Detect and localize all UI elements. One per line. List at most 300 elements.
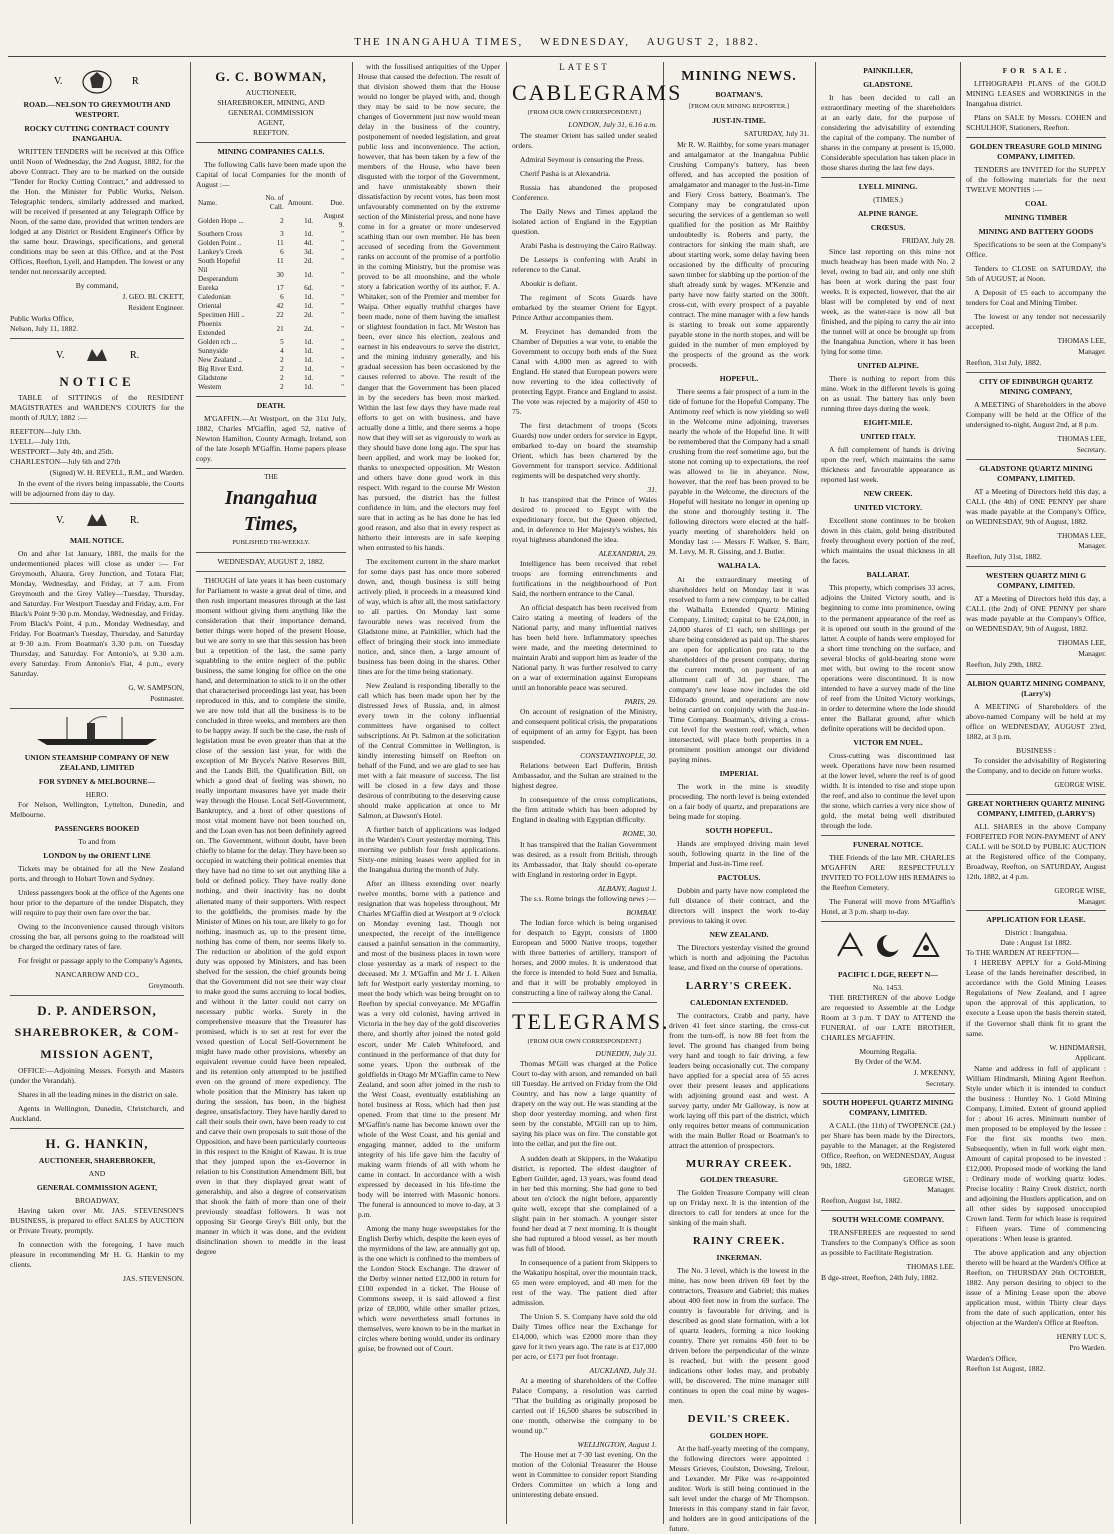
cable-item: On account of resignation of the Ministry, and consequent political crisis, the preparations of equipment of an army for Egypt, has been suspended.: [512, 707, 657, 747]
union-p2: Unless passengers book at the office of the Agents one hour prior to the departure of the tender Dispatch, they will require to pay their own fare over the bar.: [10, 887, 184, 917]
divider: [10, 503, 184, 504]
calls-cell: Eureka: [198, 284, 219, 293]
column-divider: [663, 62, 664, 1524]
calls-row: [196, 266, 346, 284]
calls-cell: 4d.: [304, 239, 314, 248]
united-alpine-title: UNITED ALPINE.: [857, 361, 919, 371]
calls-cell: 22: [276, 311, 284, 320]
great-northern-signature-title: Manager.: [1078, 896, 1106, 906]
new-zealand-title: NEW ZEALAND.: [709, 930, 769, 940]
notice-line: WESTPORT—July 4th, and 25th.: [10, 447, 114, 457]
edinburgh-body: A MEETING of Shareholders in the above Company will be held at the Office of the undersigned to-night, August 2nd, at 8 p.m.: [966, 399, 1106, 429]
calls-cell: Gladstone: [198, 374, 228, 383]
divider: [10, 708, 184, 709]
albion-body: A MEETING of Shareholders of the above-named Company will be held at my office on WEDNESDAY, AUGUST 23rd, 1882, at 3 p.m.: [966, 701, 1106, 741]
calls-cell: Caledonian: [198, 293, 231, 302]
imperial-body: The work in the mine is steadily proceeding. The north level is being extended on a fair body of quartz, and preparations are being made for stoping.: [669, 781, 809, 821]
masthead-rule: [8, 56, 1106, 57]
material-timber: MINING TIMBER: [1004, 213, 1068, 223]
cable-item: The regiment of Scots Guards have embarked by the steamer Orient for Egypt. Prince Arthur accompanies them.: [512, 292, 657, 322]
tele-sub: (FROM OUR OWN CORRESPONDENT.): [527, 1037, 642, 1045]
lodge-regalia: Mourning Regalia.: [859, 1047, 917, 1057]
croesus-title: CRŒSUS.: [870, 223, 906, 233]
calls-cell: 1d.: [304, 338, 314, 347]
svg-text:V.: V.: [56, 514, 65, 526]
calls-title: MINING COMPANIES CALLS.: [217, 147, 325, 157]
calls-cell: 11: [276, 239, 284, 248]
calls-header: Name.: [198, 198, 217, 207]
calls-cell: ": [341, 311, 344, 320]
column-divider: [352, 62, 353, 1524]
calls-cell: 11: [276, 257, 284, 266]
calls-cell: 2d.: [304, 324, 314, 333]
calls-cell: ": [341, 230, 344, 239]
south-welcome-title: SOUTH WELCOME COMPANY.: [832, 1215, 944, 1225]
dateline: AUCKLAND, July 31.: [589, 1365, 657, 1375]
calls-cell: South Hopeful: [198, 257, 241, 266]
south-hopeful-co-body: A CALL (the 11th) of TWOPENCE (2d.) per Share has been made by the Directors, payable to the Manager, at the Registered Office, Reefton, on WEDNESDAY, August 9th, 1882.: [821, 1120, 955, 1170]
cable-item: Cherif Pasha is at Alexandria.: [520, 168, 611, 178]
paper-sub: PUBLISHED TRI-WEEKLY.: [232, 539, 310, 547]
golden-treasure-co-date: Reefton, 31st July, 1882.: [966, 357, 1042, 367]
paper-name: Inangahua Times,: [224, 486, 318, 536]
ballarat-title: BALLARAT.: [866, 570, 910, 580]
notice-line: LYELL—July 11th.: [10, 437, 71, 447]
calls-cell: 6d.: [304, 284, 314, 293]
calls-row: [196, 383, 346, 392]
calls-cell: 6: [280, 293, 284, 302]
calls-cell: 6: [280, 248, 284, 257]
croesus-body: Since last reporting on this mine not much headway has been made with No. 2 level, owing to bad air, and only one shift has been at work during the past four weeks. It is expected, however, that the air blast will be completed by end of next week, as the water-race is now all but finished, and the piping to carry the air into the tunnel will at once be brought up from the Inangahua Junction, where it has been lying for some time.: [821, 246, 955, 357]
column-1: [10, 62, 184, 1524]
calls-cell: ": [341, 248, 344, 257]
calls-cell: 2: [280, 365, 284, 374]
hankin-p1: Having taken over Mr. JAS. STEVENSON'S BUSINESS, is prepared to effect SALES by AUCTION or Private Treaty, promptly.: [10, 1205, 184, 1235]
albion-signature: GEORGE WISE.: [1054, 779, 1106, 789]
great-northern-title: GREAT NORTHERN QUARTZ MINING COMPANY, LIMITED, (LARRY'S): [967, 798, 1105, 818]
calls-cell: Nil Desperandum: [198, 266, 238, 284]
calls-cell: ": [341, 347, 344, 356]
calls-row: [196, 230, 346, 239]
western-title: WESTERN QUARTZ MINI G COMPANY, LIMITED.: [985, 571, 1087, 591]
edinburgh-signature-title: Secretary.: [1076, 444, 1106, 454]
cable-item: Arabi Pasha is destroying the Cairo Railway.: [520, 240, 657, 250]
union-p1: Tickets may be obtained for all the New Zealand ports, and through to Hobart Town and Sydney.: [10, 863, 184, 883]
union-p4: For freight or passage apply to the Company's Agents,: [18, 955, 183, 965]
calls-header: No. of Call.: [265, 194, 284, 212]
dateline: DUNEDIN, July 31.: [595, 1049, 657, 1059]
calls-cell: 4: [280, 347, 284, 356]
cable-item: The s.s. Rome brings the following news :—: [520, 893, 657, 903]
calls-row: [196, 302, 346, 311]
calls-header: Amount.: [287, 198, 314, 207]
calls-cell: New Zealand ..: [198, 356, 242, 365]
south-hopeful-co-date: Reefton, August 1st, 1882.: [821, 1196, 902, 1206]
calls-cell: ": [341, 365, 344, 374]
road-by: By command,: [75, 281, 119, 291]
calls-cell: Big River Extd.: [198, 365, 244, 374]
united-victory-body: Excellent stone continues to be broken down in this claim, gold being distributed freely throughout every portion of the reef, which maintains the usual thickness in all the faces.: [821, 516, 955, 566]
column-2: [196, 62, 346, 1524]
divider: [966, 674, 1106, 675]
golden-treasure-co-close: Tenders to CLOSE on SATURDAY, the 5th of AUGUST, at Noon.: [966, 264, 1106, 284]
calls-row: [196, 212, 346, 230]
calls-cell: ": [341, 257, 344, 266]
lease-details: Name and address in full of applicant : William Hindmarsh, Mining Agent Reefton. Style under which it is intended to conduct the business : Huntley No. 1 Gold Mining Company, Limited. Extent of ground applied for : about 16 acres. Minimum number of men proposed to be employed by the lessee : For the first six months two men. Subsequently, when in full work eight men. Amount of capital proposed to be invested : £12,000. Proposed mode of working the land : Ordinary mode of working quartz lodes. Precise locality : Rainy Creek district, north and adjoining the Hustlers application, and on all other sides by supposed unoccupied Crown land. Term for which lease is required : Fifteen years. Time of commencing operations : When lease is granted.: [966, 1064, 1106, 1244]
anderson-shares: Shares in all the leading mines in the district on sale.: [18, 1089, 179, 1099]
golden-hope-title: GOLDEN HOPE.: [709, 1430, 769, 1440]
golden-hope-body: At the half-yearly meeting of the company, the following directors were appointed : Messrs Grieves, Coulston, Dowsing, Trelour, and Lexander. Mr Pike was re-appointed auditor. Work is still being continued in the salt level under the charge of Mr Thompson. Interests in this company stand in fair favor, and holders are in good anticipations of the future.: [669, 1443, 809, 1533]
svg-text:R.: R.: [130, 514, 140, 526]
calls-cell: 1d.: [304, 383, 314, 392]
divider: [821, 1093, 955, 1094]
column-4: [512, 62, 683, 1524]
anderson-office: OFFICE:—Adjoining Messrs. Forsyth and Masters (under the Verandah).: [10, 1065, 184, 1085]
crown-emblem-icon: [52, 343, 142, 367]
united-italy-body: A full complement of hands is driving upon the reef, which maintains the same thickness and favourable appearance as reported last week.: [821, 445, 955, 485]
golden-treasure-co-spec: Specifications to be seen at the Company's Office.: [966, 240, 1106, 260]
hopeful-title: HOPEFUL.: [719, 374, 759, 384]
anderson-line1: SHAREBROKER, & COM-: [14, 1024, 180, 1039]
cable-item: M. Freycinet has demanded from the Chamber of Deputies a war vote, to enable the Government to occupy both ends of the Suez Canal with 4,000 men as agreed to with England. He stated that European powers were now reverting to the idea collectively of protecting Egypt. France and England to assist. The vote was rejected by a majority of 450 to 75.: [512, 326, 657, 416]
calls-cell: ": [341, 293, 344, 302]
royal-arms-icon: [52, 66, 142, 96]
calls-cell: Phoenix Extended: [198, 320, 226, 338]
dateline: 31.: [647, 484, 657, 494]
lodge-body: THE BRETHREN of the above Lodge are requested to Assemble at the Lodge Room at 3 p.m. T DAY to ATTEND the FUNERAL of our LATE BROTHER, CHARLES M'GAFFIN.: [821, 992, 955, 1043]
notice-line: CHARLESTON—July 6th and 27th: [10, 457, 121, 467]
notice-footer: In the event of the rivers being impassable, the Courts will be adjourned from day to day.: [10, 478, 184, 498]
larrys-creek-title: LARRY'S CREEK.: [685, 980, 793, 993]
cable-item: The steamer Orient has sailed under sealed orders.: [512, 130, 657, 150]
column-divider: [190, 62, 191, 1524]
paper-the: THE: [264, 473, 278, 482]
south-hopeful-co-signature-title: Manager.: [927, 1185, 955, 1195]
calls-cell: ": [341, 324, 344, 333]
divider: [196, 396, 346, 397]
lease-date: Date : August 1st 1882.: [1000, 938, 1072, 948]
calls-header: Due.: [330, 198, 344, 207]
svg-text:V.: V.: [54, 76, 63, 87]
masthead-paper: THE INANGAHUA TIMES,: [354, 36, 524, 48]
svg-text:V.: V.: [56, 349, 65, 361]
column-divider: [815, 62, 816, 1524]
calls-cell: 1d.: [304, 356, 314, 365]
golden-treasure-co-deposit: A Deposit of £5 each to accompany the tenders for Coal and Mining Timber.: [966, 288, 1106, 308]
editorial-continued: with the fossilised antiquities of the Upper House that caused the defection. The result of that division showed them that the House would no longer be played with, and, though they may be said to be now secure, the changes of Government just now would mean delay in the business of the country, postponement of needed legislation, and great public loss and inconvenience. The action, however, that has been taken by a few of the members of the House, who have been disgusted with the torpor of the Government, and have unmistakeably shown their dissatisfaction by recent votes, has been most unfavourably commented on by the extreme section of the Ministerial press, and none have come in for a greater or more undeserved scathing than our own member. He has been accused of seceding from the Government ranks on account of the promise of a portfolio in the coming Ministry, but the promise was proved to be all moonshine, and the whole story a fabrication worthy of its author, F. A. Whitaker, son of the Premier and member for Waipa. Other equally truthful charges have been made, none of them having the smallest or slightest foundation in fact. Mr Weston has been, ever since his election, zealous and earnest in his endeavours to serve the district, and the mining industry generally, and his gradual secession has been occasioned by the causes referred to above. The result of the danger that the Government has been placed in by the seceders has been most marked. Within the last few days they have made real efforts to get on with business, and have actually done a little, and there seems a hope now that they will set as vigorously to work as they should have done long ago. The spur has been applied, and work may be looked for, thanks to unexpected opposition. Mr Weston and others have done good work in this respect. With regard to the course Mr Weston has pursued, the district has the fullest confidence in him, and the electors may feel sure that in acting as he has done he has led good reason, and also that in every respect as hitherto their interests are in safe keeping when entrusted to his hands.: [358, 62, 500, 552]
inkerman-body: The No. 3 level, which is the lowest in the mine, has now been driven 69 feet by the contractors, Treasure and Gabriel; this makes about 400 feet now in from the surface. The country is favourable for driving, and is described as good slate formation, with a lot of quartz leaders, forming a nice looking country. There yet remains 450 feet to be driven before the perpendicular of the winze is reached, but with the present good indications other lodes may, and probably will, be discovered. The mine manager still continues to open the coal mine by wages-men.: [669, 1265, 809, 1406]
masthead-day: WEDNESDAY,: [540, 36, 631, 48]
calls-cell: 17: [276, 284, 284, 293]
divider: [966, 910, 1106, 911]
road-office: Public Works Office,: [10, 313, 74, 323]
cable-item: Admiral Seymour is censuring the Press.: [520, 154, 645, 164]
united-italy-title: UNITED ITALY.: [860, 432, 916, 442]
gladstone-co-body: AT a Meeting of Directors held this day, a CALL (the 4th) of ONE PENNY per share was made payable at the Company's Office, on WEDNESDAY, 9th of August, 1882.: [966, 486, 1106, 526]
calls-row: [196, 311, 346, 320]
south-hopeful-title: SOUTH HOPEFUL.: [705, 825, 773, 835]
painkiller-title: PAINKILLER,: [863, 66, 913, 75]
svg-text:R: R: [132, 76, 139, 87]
calls-cell: 1d.: [304, 365, 314, 374]
divider: [196, 142, 346, 143]
south-hopeful-body: Hands are employed driving main level south, following quartz in the line of the Imperial and Just-in-Time reef.: [669, 838, 809, 868]
union-route: FOR SYDNEY & MELBOURNE—: [38, 776, 156, 786]
column-divider: [506, 62, 507, 1524]
edinburgh-signature: THOMAS LEE,: [1057, 433, 1106, 443]
calls-row: [196, 239, 346, 248]
calls-cell: ": [341, 338, 344, 347]
anderson-name: D. P. ANDERSON,: [37, 1002, 157, 1018]
road-title: ROAD.—NELSON TO GREYMOUTH AND WESTPORT.: [23, 100, 171, 120]
lease-note: The above application and any objection thereto will be heard at the Warden's Office at Reefton, on THURSDAY 26th OCTOBER, 1882. Any person desiring to object to the issue of a Mining Lease upon the above application must, within Thirty clear days from the date of such application, enter his objection at the Warden's Office at Reefton.: [966, 1248, 1106, 1328]
hankin-p2: In connection with the foregoing, I have much pleasure in recommending Mr H. G. Hankin to my clients.: [10, 1239, 184, 1269]
mail-signature: G. W. SAMPSON,: [128, 683, 184, 693]
notice-title: NOTICE: [59, 373, 135, 389]
walhalla-title: WALHA LA.: [717, 561, 761, 571]
cable-item: In consequence of the cross complications, the firm attitude which has been adopted by England in dealing with Egyptian difficulty.: [512, 795, 657, 825]
crown-emblem-icon: [52, 508, 142, 532]
road-body: WRITTEN TENDERS will be received at this Office until Noon of Wednesday, the 2nd August, 1882, for the above Contract. They are to be marked on the outside "Tender for Rocky Cutting Contract," and addressed to the Hon. the Minister for Public Works, Nelson. Telegraphic tenders, similarly addressed and marked, will be received if presented at any Telegraph Office by Noon, of the same date, provided that written tenders are lodged at any District or Resident Engineer's Office by the same hour. Drawings, specifications, and general conditions may be seen at this Office, and at the Post Offices, Reefton, Lyell, and Hampden. The lowest or any tender not necessarily accepted.: [10, 147, 184, 277]
cable-title: CABLEGRAMS: [512, 79, 683, 105]
union-ship-name: HERO.: [85, 789, 109, 799]
hankin-and: AND: [88, 1168, 106, 1178]
bowman-name: G. C. BOWMAN,: [215, 69, 327, 84]
inkerman-title: INKERMAN.: [716, 1252, 762, 1262]
tele-title: TELEGRAMS.: [512, 1008, 670, 1034]
calls-cell: ": [341, 270, 344, 279]
lodge-secretary: J. M'KENNY,: [913, 1068, 955, 1078]
lease-office-date: Reefton 1st August, 1882.: [966, 1364, 1046, 1374]
south-welcome-signature: THOMAS LEE.: [906, 1262, 955, 1272]
calls-cell: 1d.: [304, 374, 314, 383]
cable-item: De Lesseps is conferring with Arabi in reference to the Canal.: [512, 254, 657, 274]
calls-row: [196, 293, 346, 302]
golden-treasure-title: GOLDEN TREASURE.: [700, 1175, 778, 1185]
great-northern-body: ALL SHARES in the above Company FORFEITED FOR NON-PAYMENT of ANY CALL will be SOLD by PUBLIC AUCTION at the Registered office of the Company, Broadway, Reefton, on SATURDAY, August 12th, 1882, at 4 p.m.: [966, 821, 1106, 881]
news-paragraph: New Zealand is responding liberally to the call which has been made upon her by the distressed Jews of Russia, and, in almost every town in the colony influential committees have organised to collect subscriptions. At Pt. Salmon at the solicitation of the Central Committee in Wellington, is kindly interesting himself on Reefton on behalf of the Fund, and we are glad to see has met with a fair measure of success. The list will be closed in a few days and those desirous of contributing to the deserving cause should make application at once to Mr Salmon, at Dawson's Hotel.: [358, 680, 500, 821]
lodge-order: By Order of the W.M.: [854, 1057, 922, 1067]
divider: [966, 794, 1106, 795]
calls-cell: 2: [280, 216, 284, 225]
dateline: PARIS, 29.: [624, 697, 657, 707]
western-signature: THOMAS LEE,: [1057, 638, 1106, 648]
lease-body: I HEREBY APPLY for a Gold-Mining Lease of the lands hereinafter described, in accordance with the Gold Mining Leases Regulations of New Zealand, and I agree upon the approval of this application, to execute a Lease upon the basis therein stated, if the Governor shall think fit to grant the same.: [966, 958, 1106, 1038]
united-alpine-body: There is nothing to report from this mine. Work in the different levels is going on as usual. The battery has only been running three days during the week.: [821, 374, 955, 414]
caledonian-body: The contractors, Crabb and party, have driven 41 feet since starting, the cross-cut from the turn-off, is now 88 feet from the level. The ground has changed from being very hard and tough to fair driving, a few leaders being occasionally cut. The company have applied for a special area of 55 acres over their present leases and applications with adjoining ground east and west. A survey party, under Mr Galloway, is now at work laying off this part of the district, which only requires better means of communication with the main Buller Road or Boatman's to attract the attention of prospectors.: [669, 1010, 809, 1150]
lodge-number: No. 1453.: [872, 982, 904, 992]
death-body: M'GAFFIN.—At Westport, on the 31st July, 1882, Charles M'Gaffin, aged 52, native of Newton Hamilton, County Armagh, Ireland, son of the late Joseph M'Gaffin. Home papers please copy.: [196, 414, 346, 464]
calls-cell: 21: [276, 324, 284, 333]
calls-cell: ": [341, 356, 344, 365]
gladstone-co-signature: THOMAS LEE,: [1057, 530, 1106, 540]
lease-signature: W. HINDMARSH,: [1049, 1042, 1106, 1052]
calls-cell: ": [341, 284, 344, 293]
ballarat-body: This property, which comprises 33 acres, adjoins the United Victory south, and is beginning to come into prominence, owing to the permanent appearance of the reef as it is opened out south in the ground of the latter. A couple of hands were employed for a short time trenching on the surface, and several blocks of gold-bearing stone were met with, but owing to the recent snow operations were discontinued. It is now intended to have a survey made of the line of reef from the United Victory workings, in order to determine where the lode should enter the Ballarat ground, after which definite operations will be decided upon.: [821, 583, 955, 733]
calls-cell: 42: [276, 302, 284, 311]
column-7: [966, 62, 1106, 1524]
gladstone-co-title: GLADSTONE QUARTZ MINING COMPANY, LIMITED.: [979, 463, 1093, 483]
cable-item: A sudden death at Skippers, in the Wakatipu district, is reported. The eldest daughter of Egbert Guilder, aged, 13 years, was found dead in her bed this morning. She had gone to bed about ten o'clock the night before, apparently quite well, except that she complained of a slight pain in her stomach. A younger sister found her dead at 7 next morning. It is thought she had ruptured a blood vessel, as her mouth was full of blood.: [512, 1153, 657, 1253]
calls-cell: 5: [280, 338, 284, 347]
dateline: ALEXANDRIA, 29.: [598, 549, 657, 559]
divider: [966, 459, 1106, 460]
divider: [966, 372, 1106, 373]
new-creek-title: NEW CREEK.: [863, 489, 913, 499]
victor-emmanuel-body: Cross-cutting was discontinued last week. Operations have now been resumed at the lower level, where the reef is of good width. It is intended to rise and stope upon the reef, and also to continue the level upon the stone, which carries a very nice show of gold, the metal being well distributed through the lode.: [821, 750, 955, 830]
albion-business-body: To consider the advisability of Registering the Company, and to decide on future works.: [966, 755, 1106, 775]
alpine-title: ALPINE RANGE.: [858, 209, 918, 219]
calls-row: [196, 347, 346, 356]
cable-item: The first detachment of troops (Scots Guards) now under orders for service in Egypt, embarked to-day on board the steamship Orient, which has been chartered by the Government for transport service. Additional regiments will be despatched very shortly.: [512, 420, 657, 480]
croesus-date: FRIDAY, July 28.: [902, 236, 955, 246]
column-5: [669, 62, 809, 1533]
material-coal: COAL: [1025, 199, 1047, 209]
cable-item: Thomas M'Gill was charged at the Police Court to-day with arson, and remanded on bail till Tuesday. He arrived on Friday from the Old Country, and has now a large quantity of drapery on the way out. He was standing at the shop door yesterday morning, and when first seen by the constable, M'Gill ran up to him, saying his place was on fire. The constable got into the cellar, and put the fire out.: [512, 1059, 657, 1149]
union-booked: PASSENGERS BOOKED: [54, 823, 140, 833]
walhalla-body: At the extraordinary meeting of shareholders held on Monday last it was resolved to form a new company, to be called the Walhalla Extended Quartz Mining Company, Limited; capital to be £24,000, in 24,000 shares of £1 each, ten shillings per share being considered as paid up. The shares are open for application pro rata to the shareholders of the present company, during the current month, on payment of an allotment call of 3d. per share. The company's new lease now includes the old Eldorado ground, and operations are now being carried on conjointly with the Just-in-Time Company. Boatman's, driving a cross-cut level for the western reef, which, when intersected, will place both properties in a prominent position amongst our dividend paying mines.: [669, 574, 809, 764]
pactolus-title: PACTOLUS.: [717, 872, 761, 882]
cable-item: The Indian force which is being organised for despatch to Egypt, consists of 1800 European and 5000 Native troops, together with three batteries of artillery, transport of horses, and 2000 mules. It is understood that the force is intended to hold Suez and Ismalia, and that it will be probably employed in constructing a line of railway along the Canal.: [512, 917, 657, 997]
notice-line: REEFTON—July 13th.: [10, 427, 82, 437]
masthead-date: AUGUST 2, 1882.: [646, 36, 760, 48]
anderson-line2: MISSION AGENT,: [40, 1046, 154, 1061]
cable-item: In consequence of a patient from Skippers to the Wakatipu hospital, over the mountain track, 65 men were employed, and 40 men for the rest of the way. The patient died after admission.: [512, 1257, 657, 1307]
lease-office: Warden's Office,: [966, 1354, 1017, 1363]
lease-title: APPLICATION FOR LEASE.: [986, 915, 1086, 925]
mail-title: MAIL NOTICE.: [69, 535, 124, 545]
union-booked-sub: To and from: [78, 836, 116, 846]
sale-title: FOR SALE.: [1002, 66, 1070, 75]
dateline: ROME, 30.: [622, 829, 657, 839]
pactolus-body: Dobbin and party have now completed the full distance of their contract, and the directors will inspect the work to-day previous to taking it over.: [669, 885, 809, 925]
cable-item: An official despatch has been received from Cairo stating a meeting of leaders of the National party, and many influential natives has been held here. Inflammatory speeches were made, and the meeting determined to maintain Arabi and support him as leader of the National party. It was further resolved to carry on a war of extermination against Europeans until an honorable peace was secured.: [512, 603, 657, 693]
mail-body: On and after 1st January, 1881, the mails for the undermentioned places will close as under :— For Greymouth, Ahaura, Grey Junction, and Totara Flat; Monday, Wednesday, and Friday, at 7 a.m. From Greymouth and the Grey Valley—Tuesday, Thursday, and Saturday. For Westport Tuesday and Friday, a.m. For Black's Point 9·30 p.m. Monday, Wednesday, and Friday. From Black's Point, 4 p.m., Monday Wednesday, and Friday. For Boatman's Tuesday, Thursday, and Saturday at 9·30 a.m. From Boatman's 3.30 p.m. on Tuesday Thursday, and Saturday. For Antonio's, at 9.30 a.m. every Saturday. From Antonio's Flat, 4 p.m., every Saturday.: [10, 548, 184, 679]
victor-emmanuel-title: VICTOR EM NUEL.: [853, 737, 923, 747]
golden-treasure-co-signature: THOMAS LEE,: [1057, 336, 1106, 346]
union-place: Greymouth.: [148, 980, 184, 990]
union-p3: Owing to the inconvenience caused through visitors crossing the bar, all persons going to the roadstead will be charged the ordinary rates of fare.: [10, 921, 184, 951]
mining-title: MINING NEWS.: [681, 69, 797, 84]
cable-head: LATEST: [559, 62, 610, 72]
lease-to: To THE WARDEN AT REEFTON—: [966, 948, 1079, 958]
calls-cell: ": [341, 302, 344, 311]
sale-body-2: Plans on SALE by Messrs. COHEN and SCHULHOF, Stationers, Reefton.: [966, 113, 1106, 133]
edinburgh-title: CITY OF EDINBURGH QUARTZ MINING COMPANY,: [979, 376, 1093, 396]
funeral-body-2: The Funeral will move from M'Gaffin's Hotel, at 3 p.m. sharp to-day.: [821, 896, 955, 916]
calls-cell: Southern Cross: [198, 230, 243, 239]
road-signature: J. GEO. BL CKETT,: [122, 292, 184, 302]
golden-treasure-body: The Golden Treasure Company will clean up on Friday next. It is the intention of the directors to call for tenders at once for the sinking of the main shaft.: [669, 1188, 809, 1228]
south-welcome-date: B dge-street, Reefton, 24th July, 1882.: [821, 1273, 938, 1283]
funeral-title: FUNERAL NOTICE.: [852, 839, 924, 849]
eight-mile-title: EIGHT-MILE.: [863, 418, 913, 428]
calls-row: [196, 257, 346, 266]
lease-warden: HENRY LUC S,: [1056, 1332, 1106, 1342]
calls-cell: ": [341, 383, 344, 392]
masonic-emblem-icon: [828, 926, 948, 966]
calls-cell: Western: [198, 383, 222, 392]
new-zealand-body: The Directors yesterday visited the ground which is north and adjoining the Pactolus lease, and fixed on the course of operations.: [669, 943, 809, 973]
calls-cell: 2d.: [304, 311, 314, 320]
steamship-icon: [27, 713, 167, 749]
divider: [966, 566, 1106, 567]
dateline: BOMBAY.: [626, 907, 657, 917]
gladstone-body: It has been decided to call an extraordinary meeting of the shareholders at an early date, for the purpose of considering the advisability of extending the capital of the company. The number of shares in the company at present is 15,000. Considerable speculation has taken place in those shares during the last few days.: [821, 93, 955, 173]
paper-date: WEDNESDAY, AUGUST 2, 1882.: [217, 556, 325, 566]
calls-cell: Oriental: [198, 302, 222, 311]
calls-cell: Golden rch ...: [198, 338, 238, 347]
calls-cell: 2: [280, 356, 284, 365]
calls-row: [196, 320, 346, 338]
death-title: DEATH.: [256, 401, 286, 411]
union-agents: NANCARROW AND CO.,: [55, 969, 139, 979]
tele-items: [512, 1049, 657, 1500]
western-body: AT a Meeting of Directors held this day, a CALL (the 2nd) of ONE PENNY per share was made payable at the Company's Office, on WEDNESDAY, 9th of August, 1882.: [966, 594, 1106, 634]
notice-signed: (Signed) W. H. REVELL, R.M., and Warden.: [49, 468, 184, 478]
cable-item: It has transpired that the Prince of Wales desired to proceed to Egypt with the expeditionary force, but the Queen objected, and, in deference to Her Majesty's wishes, his royal highness abandoned the idea.: [512, 495, 657, 545]
column-6: [821, 62, 955, 1524]
news-paragraph: After an illness extending over nearly twelve months, borne with a patience and resignation that was hopeless throughout, Mr Charles M'Gaffin died at Westport at 9 o'clock on Monday evening last. Though not unexpected, the receipt of the intelligence caused a painful sensation in the community, and most of the business places in town were close yesterday as a mark of respect to the deceased. Mr J. M'Gaffin and Mr J. I. Aiken left for Westport early yesterday morning, to meet the body which was being brought on to Reefton by special conveyance. Mr M'Gaffin was a very old colonist, having arrived in Victoria in the hey day of the gold discoveries there, and shortly after joined the noted gold escort, under Mr Caleb Whitefoord, and continued in the performance of that duty for some years. Upon the outbreak of the goldfields in Otago Mr M'Gaffin came to New Zealand, and soon after joined in the rush to the West Coast, eventually establishing an hotel business at Ross, which had then just opened. From that time to the present Mr M'Gaffin's name has become known over the whole of the West Coast, and his genial and engaging manner, added to the uniform integrity of his life gave him the faculty of making warm friends of all with whom he came in contact. In accordance with a wish expressed by deceased in his life-time the body will be interred with Masonic honors. The funeral is announced to move to-day, at 3 p.m.: [358, 879, 500, 1219]
calls-row: [196, 248, 346, 257]
road-subtitle: ROCKY CUTTING CONTRACT COUNTY INANGAHUA.: [24, 124, 170, 144]
cable-item: The House met at 7·30 last evening. On the motion of the Colonial Treasurer the House went in Committee to consider report Standing Orders Committee on which a long and uninteresting debate ensued.: [512, 1449, 657, 1499]
calls-cell: 2: [280, 383, 284, 392]
bowman-line: AUCTIONEER,: [245, 88, 297, 98]
calls-cell: ": [341, 374, 344, 383]
calls-cell: 3d.: [304, 248, 314, 257]
calls-cell: 2d.: [304, 257, 314, 266]
albion-title: ALBION QUARTZ MINING COMPANY, (Larry's): [966, 678, 1106, 698]
western-date: Reefton, July 29th, 1882.: [966, 659, 1043, 669]
editorial-paragraph: THOUGH of late years it has been customary for Parliament to waste a great deal of time, and then rush important measures through at the last moment without giving them anything like the consideration that their importance demand, better things were hoped of the present House, but we are sorry to see that this session has been but a repetition of the last, the same party squabbling to the entire neglect of the public business, the same longing for office on the one hand, and determination to stick to it on the other that characterised proceedings last year, has been reproduced in this, and to complete the simile, we are now told that all the business is to be concluded in three weeks, and members are then to be happy away. If such be the case, the rush of legislation must be even greater than that at the close of the session last year, for with the exception of Mr Bryce's Native Reserves Bill, and the Lands Bill, the Qualification Bill, on which a good deal of feeling was shown, no really important measures have yet made their way through the House. Local Self-Government, Bankruptcy, and a host of other questions of most vital moment have not been touched on, and the Loan even has not been definitely agreed on. The Government, without doubt, have been chiefly to blame for the delay. They have been so occupied in watching their political enemies that they have had no time to set out anything like a bold or defined policy. They have really done nothing, and their inactivity has no doubt alienated many of their supporters. With respect to the goldfields, the promises made by the Minister of Mines on his tour, are likely to go for nothing, inasmuch as, up to the present time, nothing has come of them, nor seems likely to. The reduction or abolition of the gold export duty was opposed by Ministers, and has been shelved for the session, the chief grounds being that the Government did not see their way clear to make good the sums accruing to local bodies, and without it the latter could not carry on necessary public works. Surely in the comprehensive measure that the Treasurer has promised, which is to set at rest for ever the vexed question of Local Self-Government he might have made other provisions, whereby an equivalent revenue could have been repealed, and its retention only attempted to be justified even on the ground of mere expediency. The whole position that the Ministry has taken up during the session, has been, in the highest degree, unsatisfactory. They have hardly dared to call their souls their own, have been ready to cut and carve their own proposals to suit those of the Opposition, and have been particularly courteous in this respect to the Knight of Kawau. It is true that they jumped upon the ex-Governor in relation to his Constitution Amendment Bill, but even in that they displayed great want of generalship, and also a degree of conservatism that shook the faith of more than one of their previously steadfast followers. It was not opposing Sir George Grey's Bill only, but the manner in which it was done, and the evident disinclination shown to meddle in the least degree: [196, 576, 346, 1257]
road-date: Nelson, July 11, 1882.: [10, 323, 79, 333]
sale-body: LITHOGRAPH PLANS of the GOLD MINING LEASES and WORKINGS in the Inangahua district.: [966, 79, 1106, 109]
divider: [966, 137, 1106, 138]
cable-item: The Union S. S. Company have sold the old Daily Times office near the Exchange for £14,000, which was £2000 more than they gave for it two years ago. The rate is at £17,000 per acre, or £173 per foot frontage.: [512, 1311, 657, 1361]
golden-treasure-co-signature-title: Manager.: [1078, 347, 1106, 357]
calls-row: [196, 338, 346, 347]
calls-header-row: [196, 194, 346, 212]
lyell-source: (TIMES.): [873, 195, 903, 205]
calls-cell: Sunnyside: [198, 347, 228, 356]
dateline: CONSTANTINOPLE, 30.: [580, 751, 657, 761]
divider: [512, 1002, 657, 1003]
hankin-signature: JAS. STEVENSON.: [123, 1273, 184, 1283]
lease-warden-title: Pro Warden.: [1069, 1343, 1106, 1353]
union-title: UNION STEAMSHIP COMPANY OF NEW ZEALAND, LIMITED: [24, 752, 170, 772]
column-divider: [960, 62, 961, 1524]
calls-row: [196, 356, 346, 365]
cable-item: Relations between Earl Dufferin, British Ambassador, and the Sultan are strained to the highest degree.: [512, 761, 657, 791]
news-paragraph: A further batch of applications was lodged in the Warden's Court yesterday morning. This morning we publish four fresh applications. Sixty-one mining leases were applied for in the Inangahua during the month of July.: [358, 825, 500, 875]
devils-creek-title: DEVIL'S CREEK.: [687, 1413, 791, 1426]
divider: [10, 995, 184, 996]
svg-text:R.: R.: [130, 349, 140, 361]
calls-cell: Lankey's Creek: [198, 248, 243, 257]
calls-row: [196, 284, 346, 293]
imperial-title: IMPERIAL: [719, 768, 759, 778]
cable-item: Russia has abandoned the proposed Conference.: [512, 182, 657, 202]
calls-cell: 2: [280, 374, 284, 383]
mail-signature-title: Postmaster.: [150, 693, 184, 703]
union-london: LONDON by the ORIENT LINE: [43, 850, 151, 860]
calls-cell: Specimen Hill ..: [198, 311, 245, 320]
dateline: LONDON, July 31, 6.16 a.m.: [568, 120, 657, 130]
great-northern-signature: GEORGE WISE,: [1054, 885, 1106, 895]
hankin-place: BROADWAY,: [74, 1195, 120, 1205]
mining-reporter: [FROM OUR MINING REPORTER.]: [688, 103, 789, 111]
